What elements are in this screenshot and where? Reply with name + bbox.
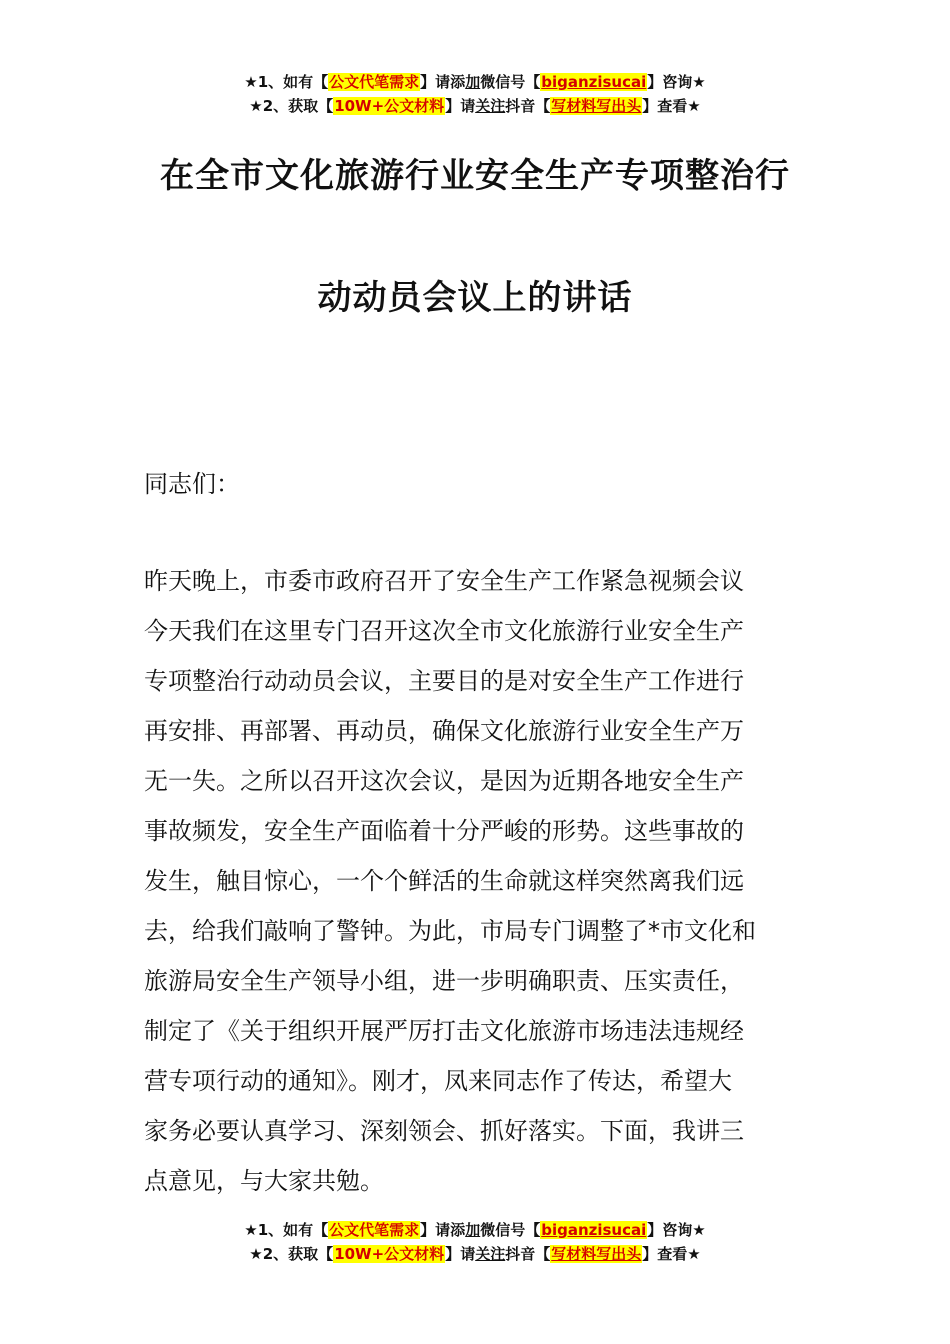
- promo-line-1: [0, 1218, 950, 1242]
- promo-text: 微信号【: [480, 1221, 541, 1239]
- promo-emphasis: 关注: [475, 1245, 506, 1263]
- promo-text: 】请: [445, 1245, 476, 1263]
- promo-line-2: [0, 1242, 950, 1266]
- promo-emphasis: 加: [465, 1221, 481, 1239]
- promo-text: 】请添: [420, 1221, 466, 1239]
- paragraph-line: 事故频发，安全生产面临着十分严峻的形势。这些事故的: [144, 817, 744, 845]
- paragraph-line: 发生，触目惊心，一个个鲜活的生命就这样突然离我们远: [144, 867, 744, 895]
- paragraph-line: 家务必要认真学习、深刻领会、抓好落实。下面，我讲三: [144, 1117, 744, 1145]
- paragraph-line: 营专项行动的通知》。刚才，凤来同志作了传达，希望大: [144, 1067, 732, 1095]
- promo-text: 】咨询★: [647, 1221, 706, 1239]
- promo-banner-bottom: [0, 1218, 950, 1266]
- wechat-id-link[interactable]: biganzisucai: [541, 1221, 647, 1239]
- body-paragraph: [144, 556, 808, 1206]
- paragraph-line: 旅游局安全生产领导小组，进一步明确职责、压实责任，: [144, 967, 744, 995]
- promo-text: 抖音【: [505, 97, 551, 115]
- promo-highlight: 10W+公文材料: [334, 1245, 445, 1263]
- paragraph-line: 去，给我们敲响了警钟。为此，市局专门调整了*市文化和: [144, 917, 756, 945]
- paragraph-line: 今天我们在这里专门召开这次全市文化旅游行业安全生产: [144, 617, 744, 645]
- promo-text: 抖音【: [505, 1245, 551, 1263]
- paragraph-line: 点意见，与大家共勉。: [144, 1167, 384, 1195]
- promo-text: 微信号【: [480, 73, 541, 91]
- promo-text: ★1、如有【: [244, 73, 329, 91]
- douyin-account-link[interactable]: 写材料写出头: [551, 1245, 642, 1263]
- paragraph-line: 昨天晚上，市委市政府召开了安全生产工作紧急视频会议: [144, 567, 744, 595]
- promo-emphasis: 关注: [475, 97, 506, 115]
- paragraph-line: 再安排、再部署、再动员，确保文化旅游行业安全生产万: [144, 717, 744, 745]
- promo-highlight: 公文代笔需求: [329, 73, 420, 91]
- promo-line-2: [0, 94, 950, 118]
- document-title-line-1: 在全市文化旅游行业安全生产专项整治行: [160, 156, 790, 196]
- promo-text: 】请添: [420, 73, 466, 91]
- promo-text: 】咨询★: [647, 73, 706, 91]
- promo-line-1: [0, 70, 950, 94]
- promo-text: ★1、如有【: [244, 1221, 329, 1239]
- promo-text: 】查看★: [642, 97, 701, 115]
- douyin-account-link[interactable]: 写材料写出头: [551, 97, 642, 115]
- promo-banner-top: [0, 70, 950, 118]
- promo-text: ★2、获取【: [249, 1245, 334, 1263]
- paragraph-line: 无一失。之所以召开这次会议，是因为近期各地安全生产: [144, 767, 744, 795]
- paragraph-line: 制定了《关于组织开展严厉打击文化旅游市场违法违规经: [144, 1017, 744, 1045]
- greeting: 同志们：: [144, 470, 240, 498]
- promo-emphasis: 加: [465, 73, 481, 91]
- promo-text: 】查看★: [642, 1245, 701, 1263]
- document-title-line-2: 动动员会议上的讲话: [317, 278, 633, 318]
- paragraph-line: 专项整治行动动员会议，主要目的是对安全生产工作进行: [144, 667, 744, 695]
- promo-text: 】请: [445, 97, 476, 115]
- wechat-id-link[interactable]: biganzisucai: [541, 73, 647, 91]
- promo-highlight: 10W+公文材料: [334, 97, 445, 115]
- promo-text: ★2、获取【: [249, 97, 334, 115]
- promo-highlight: 公文代笔需求: [329, 1221, 420, 1239]
